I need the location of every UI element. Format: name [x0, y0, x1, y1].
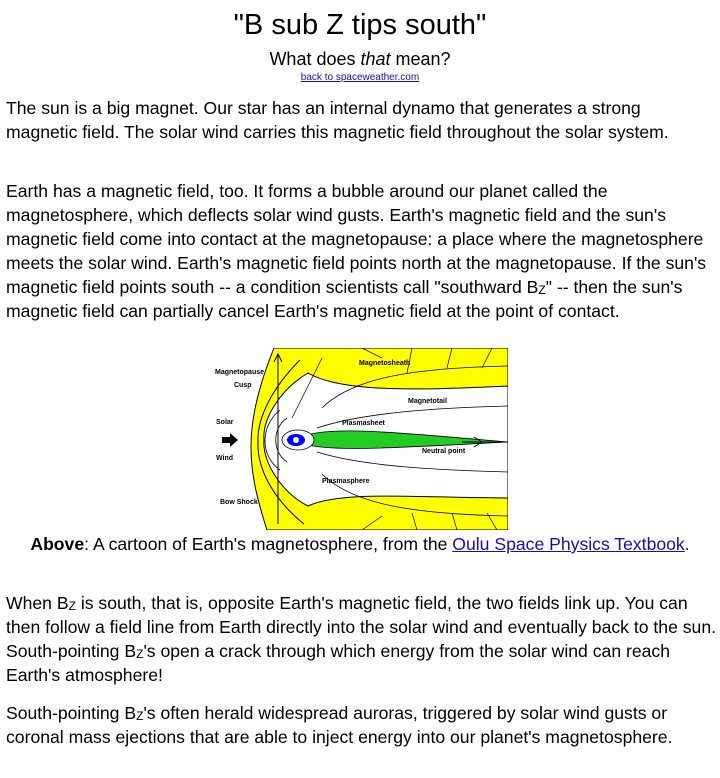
label-plasmasheet: Plasmasheet [342, 420, 385, 427]
label-magnetopause: Magnetopause [215, 369, 265, 376]
paragraph-text: " -- then the sun's magnetic field can partially cancel Earth's magnetic field at the point of contact. [6, 277, 683, 321]
label-bow-shock: Bow Shock [220, 499, 258, 506]
paragraph-bz-south [6, 591, 716, 687]
label-magnetosheath: Magnetosheath [359, 360, 411, 367]
subscript: Z [136, 647, 144, 661]
paragraph-text: Earth has a magnetic field, too. It forms a bubble around our planet called the magnetosphere, which deflects solar wind gusts. Earth's magnetic field and the sun's magnetic field come into contact at the magnetopause: a place where the magnetosphere meets the solar wind. Earth's magnetic field points north at the magnetopause. If the sun's magnetic field points south -- a condition scientists call "southward B [6, 181, 707, 297]
paragraph-sun-magnet: The sun is a big magnet. Our star has an internal dynamo that generates a strong magnetic field. The solar wind carries this magnetic field throughout the solar system. [6, 98, 669, 142]
paragraph-text: is south, that is, opposite Earth's magnetic field, the two fields link up. You can then follow a field line from Earth directly into the solar wind and eventually back to the sun. South-pointing B [6, 593, 717, 661]
back-link[interactable]: back to spaceweather.com [300, 72, 420, 83]
paragraph-earth-field [6, 179, 716, 323]
caption-text: : A cartoon of Earth's magnetosphere, from the [84, 534, 453, 554]
subscript: Z [136, 709, 144, 723]
label-neutral-point: Neutral point [422, 448, 466, 455]
subtitle-part: mean? [390, 49, 451, 69]
subscript: Z [68, 599, 76, 613]
paragraph-text: 's open a crack through which energy from the solar wind can reach Earth's atmosphere! [6, 641, 670, 685]
caption-label: Above [30, 534, 85, 554]
caption-end: . [684, 534, 690, 554]
page-subtitle [0, 48, 720, 70]
subtitle-part: What does [269, 49, 361, 69]
oulu-textbook-link[interactable]: Oulu Space Physics Textbook [452, 534, 685, 554]
label-magnetotail: Magnetotail [408, 398, 447, 405]
magnetosphere-diagram [212, 348, 508, 530]
label-plasmasphere: Plasmasphere [322, 478, 370, 485]
paragraph-text: 's often herald widespread auroras, triggered by solar wind gusts or coronal mass ejections that are able to inject energy into our planet's magnetosphere. [6, 703, 673, 747]
label-cusp: Cusp [234, 382, 252, 389]
label-wind: Wind [216, 455, 234, 462]
subscript: Z [538, 283, 546, 297]
label-solar: Solar [216, 419, 234, 426]
subtitle-emphasis: that [360, 49, 391, 69]
page-title: "B sub Z tips south" [233, 9, 487, 41]
paragraph-text: South-pointing B [6, 703, 137, 723]
figure-caption [30, 533, 690, 556]
paragraph-text: When B [6, 593, 69, 613]
paragraph-auroras [6, 701, 716, 749]
